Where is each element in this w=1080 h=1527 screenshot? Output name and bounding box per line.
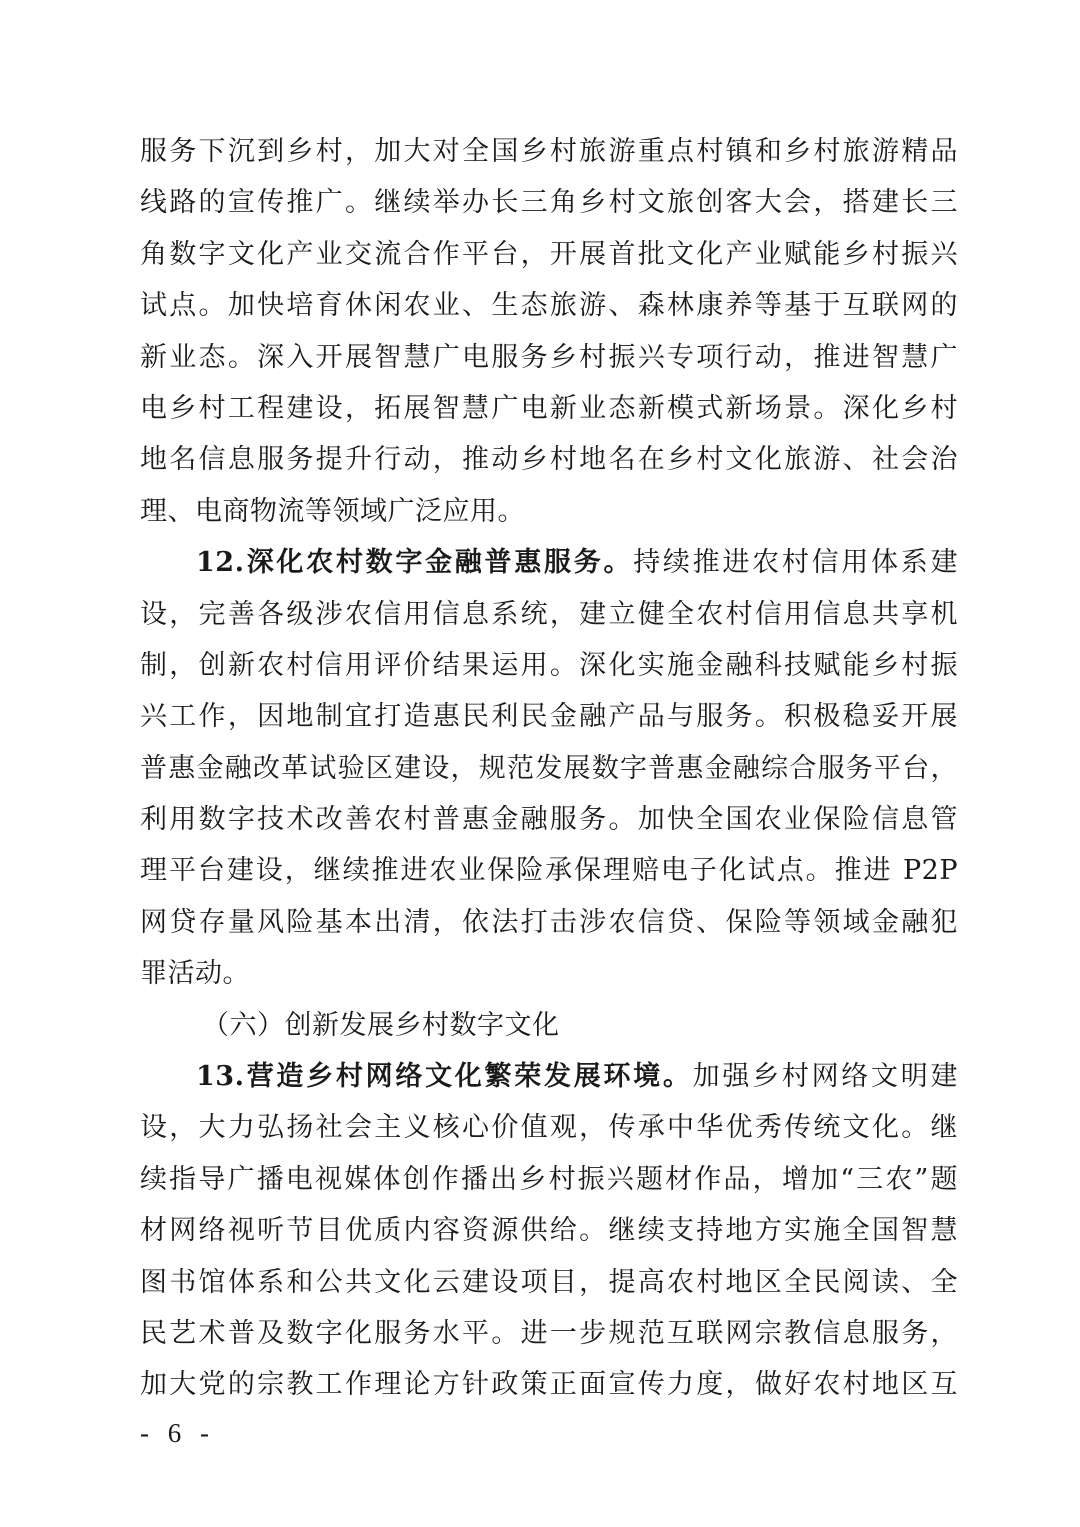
text-line: 设，大力弘扬社会主义核心价值观，传承中华优秀传统文化。继 (140, 1112, 958, 1144)
text-line: 线路的宣传推广。继续举办长三角乡村文旅创客大会，搭建长三 (140, 187, 958, 219)
text-line: 加大党的宗教工作理论方针政策正面宣传力度，做好农村地区互 (140, 1369, 958, 1401)
text-line: 电乡村工程建设，拓展智慧广电新业态新模式新场景。深化乡村 (140, 392, 958, 424)
text-line: 材网络视听节目优质内容资源供给。继续支持地方实施全国智慧 (140, 1215, 958, 1247)
text-line: 图书馆体系和公共文化云建设项目，提高农村地区全民阅读、全 (140, 1266, 958, 1298)
text-line: 服务下沉到乡村，加大对全国乡村旅游重点村镇和乡村旅游精品 (140, 136, 958, 167)
document-body (140, 126, 958, 1411)
item-text: 持续推进农村信用体系建 (633, 547, 959, 579)
item-title: 13.营造乡村网络文化繁荣发展环境。 (196, 1061, 693, 1093)
text-line: 兴工作，因地制宜打造惠民利民金融产品与服务。积极稳妥开展 (140, 701, 958, 733)
text-line: 理平台建设，继续推进农业保险承保理赔电子化试点。推进 P2P (140, 855, 958, 887)
text-line: 地名信息服务提升行动，推动乡村地名在乡村文化旅游、社会治 (140, 444, 958, 476)
text-line: 角数字文化产业交流合作平台，开展首批文化产业赋能乡村振兴 (140, 238, 958, 270)
text-line: 利用数字技术改善农村普惠金融服务。加快全国农业保险信息管 (140, 804, 958, 836)
page-number: - 6 - (140, 1418, 215, 1448)
text-line (140, 537, 958, 588)
text-line: 网贷存量风险基本出清，依法打击涉农信贷、保险等领域金融犯 (140, 906, 958, 938)
paragraph-continuation (140, 126, 958, 537)
text-line: 普惠金融改革试验区建设，规范发展数字普惠金融综合服务平台， (140, 752, 958, 784)
section-heading: （六）创新发展乡村数字文化 (202, 1009, 560, 1041)
text-line: 制，创新农村信用评价结果运用。深化实施金融科技赋能乡村振 (140, 649, 958, 681)
item-title: 12.深化农村数字金融普惠服务。 (196, 547, 634, 579)
text-line: 续指导广播电视媒体创作播出乡村振兴题材作品，增加“三农”题 (140, 1163, 958, 1195)
item-text: 加强乡村网络文明建 (692, 1061, 958, 1093)
text-line: 新业态。深入开展智慧广电服务乡村振兴专项行动，推进智慧广 (140, 341, 958, 373)
text-line: 罪活动。 (140, 958, 250, 990)
paragraph-item-12 (140, 537, 958, 1000)
text-line: 设，完善各级涉农信用信息系统，建立健全农村信用信息共享机 (140, 598, 958, 630)
text-line (140, 1051, 958, 1102)
text-line: 试点。加快培育休闲农业、生态旅游、森林康养等基于互联网的 (140, 290, 958, 322)
text-line: 民艺术普及数字化服务水平。进一步规范互联网宗教信息服务， (140, 1317, 958, 1349)
paragraph-item-13 (140, 1051, 958, 1411)
text-line: 理、电商物流等领域广泛应用。 (140, 495, 525, 527)
